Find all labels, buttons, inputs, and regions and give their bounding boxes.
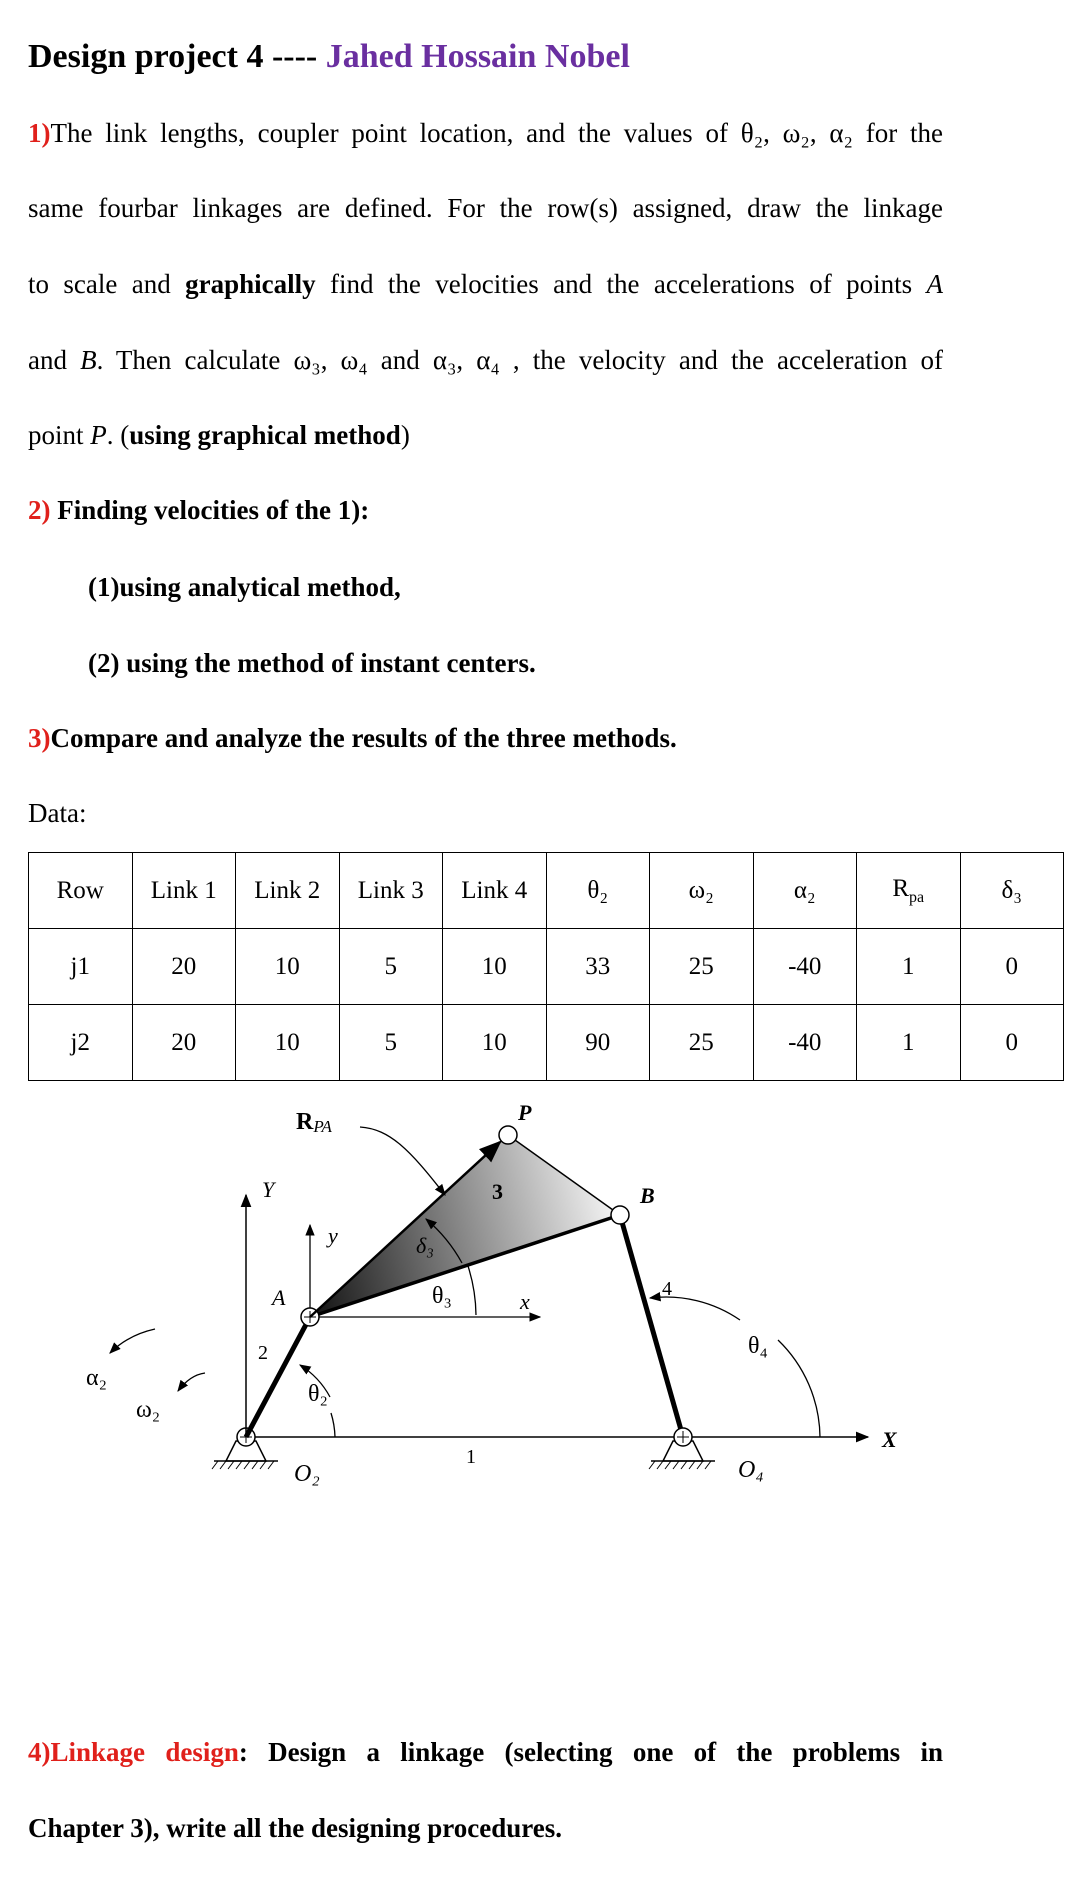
- table-header: Row: [29, 853, 133, 929]
- table-cell: 90: [546, 1005, 650, 1081]
- q2-heading: 2) Finding velocities of the 1):: [28, 495, 370, 525]
- table-cell: 10: [443, 929, 547, 1005]
- table-header: α₂: [753, 853, 857, 929]
- label-b: B: [640, 1183, 655, 1208]
- label-omega2: ω₂: [136, 1397, 161, 1423]
- label-alpha2: α₂: [86, 1365, 107, 1391]
- rpa-label: RPA: [296, 1109, 332, 1136]
- table-header: ω₂: [650, 853, 754, 929]
- q2-subitem-2: (2) using the method of instant centers.: [88, 648, 536, 678]
- table-cell: 1: [857, 929, 961, 1005]
- rpa-leader-arrow: [360, 1127, 445, 1195]
- table-cell: 10: [236, 929, 340, 1005]
- table-cell: 5: [339, 929, 443, 1005]
- q1-line-5: point P. (using graphical method): [28, 420, 410, 450]
- alpha2-arrow: [110, 1329, 155, 1353]
- crank-link-2: [246, 1317, 310, 1437]
- table-cell: 20: [132, 1005, 236, 1081]
- label-local-y: y: [328, 1223, 338, 1248]
- table-header: θ₂: [546, 853, 650, 929]
- label-local-x: x: [520, 1289, 530, 1314]
- label-link-2: 2: [258, 1342, 268, 1364]
- theta3-arc: [468, 1266, 476, 1315]
- table-cell: j1: [29, 929, 133, 1005]
- table-header: Link 3: [339, 853, 443, 929]
- table-header: $R_{pa}$: [857, 853, 961, 929]
- author-name: Jahed Hossain Nobel: [325, 38, 630, 75]
- rocker-link-4: [620, 1215, 683, 1437]
- table-header: Link 4: [443, 853, 547, 929]
- table-cell: j2: [29, 1005, 133, 1081]
- label-o2: O₂: [294, 1461, 320, 1487]
- table-cell: 25: [650, 1005, 754, 1081]
- label-link-3: 3: [492, 1179, 503, 1204]
- coupler-link-3: [310, 1135, 620, 1317]
- table-cell: -40: [753, 1005, 857, 1081]
- q4-line-2: Chapter 3), write all the designing procedures.: [28, 1813, 562, 1843]
- q1-line-1: 1)The link lengths, coupler point location, and the values of θ₂, ω₂, α₂ for the: [28, 118, 943, 148]
- data-table: [28, 852, 1064, 1081]
- q2-subitem-1: (1)using analytical method,: [88, 572, 401, 602]
- table-header: Link 2: [236, 853, 340, 929]
- data-label: Data:: [28, 798, 87, 828]
- label-link-4: 4: [662, 1278, 672, 1300]
- q1-line-2: same fourbar linkages are defined. For the row(s) assigned, draw the linkage: [28, 193, 943, 223]
- q1-line-3: to scale and graphically find the velocities and the accelerations of points A: [28, 269, 943, 299]
- table-row: [29, 929, 1064, 1005]
- joint-b: [611, 1206, 629, 1224]
- table-cell: 1: [857, 1005, 961, 1081]
- table-cell: -40: [753, 929, 857, 1005]
- q4-line-1: 4)Linkage design: Design a linkage (selecting one of the problems in: [28, 1737, 944, 1767]
- table-header-row: [29, 853, 1064, 929]
- label-theta3: θ₃: [432, 1283, 452, 1309]
- omega2-arrow: [178, 1373, 205, 1391]
- table-row: [29, 1005, 1064, 1081]
- label-theta4: θ₄: [748, 1333, 768, 1359]
- q1-line-4: and B. Then calculate ω₃, ω₄ and α₃, α₄ , the velocity and the acceleration of: [28, 345, 944, 375]
- fourbar-linkage-figure: [0, 1085, 1080, 1505]
- table-cell: 25: [650, 929, 754, 1005]
- label-x-axis: X: [882, 1427, 897, 1452]
- label-p: P: [518, 1100, 532, 1125]
- label-a: A: [272, 1285, 286, 1310]
- label-theta2: θ₂: [308, 1381, 328, 1407]
- table-cell: 0: [960, 929, 1064, 1005]
- table-cell: 0: [960, 1005, 1064, 1081]
- table-header: δ₃: [960, 853, 1064, 929]
- theta4-arc: [778, 1340, 820, 1437]
- table-cell: 10: [443, 1005, 547, 1081]
- coupler-point-p: [499, 1126, 517, 1144]
- table-cell: 33: [546, 929, 650, 1005]
- label-link-1: 1: [466, 1446, 476, 1468]
- label-o4: O₄: [738, 1457, 764, 1483]
- theta2-arc: [331, 1413, 335, 1437]
- q3-heading: 3)Compare and analyze the results of the three methods.: [28, 723, 677, 753]
- table-header: Link 1: [132, 853, 236, 929]
- label-y-axis: Y: [262, 1177, 275, 1202]
- table-cell: 20: [132, 929, 236, 1005]
- table-cell: 5: [339, 1005, 443, 1081]
- table-cell: 10: [236, 1005, 340, 1081]
- page-title: Design project 4 ---- Jahed Hossain Nobel: [28, 38, 630, 75]
- q1-number: 1): [28, 118, 51, 148]
- theta4-arrow: [650, 1297, 740, 1320]
- label-delta3: δ₃: [416, 1233, 434, 1258]
